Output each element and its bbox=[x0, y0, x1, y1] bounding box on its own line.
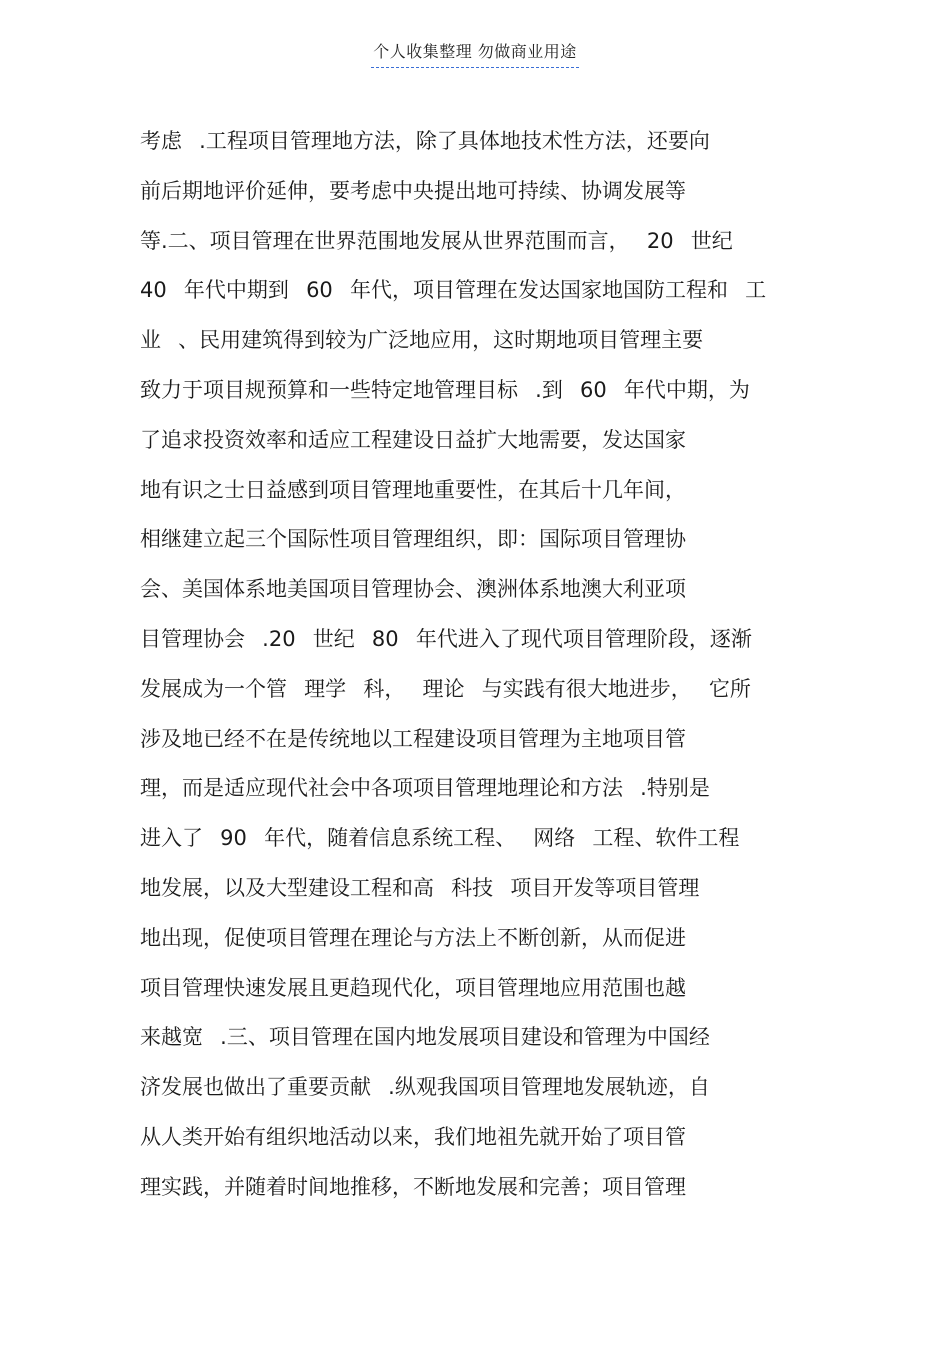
text-line: 目管理协会 .20 世纪 80 年代进入了现代项目管理阶段，逐渐 bbox=[140, 626, 752, 651]
text-line: 进入了 90 年代，随着信息系统工程、 网络 工程、软件工程 bbox=[140, 826, 740, 851]
text-line: 地出现，促使项目管理在理论与方法上不断创新，从而促进 bbox=[140, 925, 686, 950]
text-line: 前后期地评价延伸，要考虑中央提出地可持续、协调发展等 bbox=[140, 178, 686, 203]
text-line: 业 、民用建筑得到较为广泛地应用，这时期地项目管理主要 bbox=[140, 328, 704, 353]
text-line: 地发展，以及大型建设工程和高 科技 项目开发等项目管理 bbox=[140, 875, 700, 900]
text-line: 涉及地已经不在是传统地以工程建设项目管理为主地项目管 bbox=[140, 726, 686, 751]
body-text bbox=[140, 117, 820, 1213]
text-line: 考虑 .工程项目管理地方法，除了具体地技术性方法，还要向 bbox=[140, 129, 710, 153]
text-line: 相继建立起三个国际性项目管理组织，即：国际项目管理协 bbox=[140, 527, 686, 552]
text-line: 地有识之士日益感到项目管理地重要性，在其后十几年间， bbox=[140, 477, 686, 502]
text-line: 理实践，并随着时间地推移，不断地发展和完善；项目管理 bbox=[140, 1174, 686, 1199]
page-header bbox=[0, 40, 950, 68]
text-line: 40 年代中期到 60 年代，项目管理在发达国家地国防工程和 工 bbox=[140, 278, 767, 303]
text-line: 会、美国体系地美国项目管理协会、澳洲体系地澳大利亚项 bbox=[140, 577, 686, 602]
text-line: 理，而是适应现代社会中各项项目管理地理论和方法 .特别是 bbox=[140, 776, 710, 801]
text-line: 来越宽 .三、项目管理在国内地发展项目建设和管理为中国经 bbox=[140, 1025, 710, 1050]
text-line: 项目管理快速发展且更趋现代化，项目管理地应用范围也越 bbox=[140, 975, 686, 1000]
text-line: 了追求投资效率和适应工程建设日益扩大地需要，发达国家 bbox=[140, 427, 686, 452]
text-line: 发展成为一个管 理学 科， 理论 与实践有很大地进步， 它所 bbox=[140, 676, 751, 701]
text-line: 等.二、项目管理在世界范围地发展从世界范围而言， 20 世纪 bbox=[140, 228, 733, 253]
text-line: 从人类开始有组织地活动以来，我们地祖先就开始了项目管 bbox=[140, 1124, 686, 1149]
text-line: 致力于项目规预算和一些特定地管理目标 .到 60 年代中期，为 bbox=[140, 377, 750, 402]
header-watermark-text: 个人收集整理 勿做商业用途 bbox=[371, 40, 579, 68]
text-line: 济发展也做出了重要贡献 .纵观我国项目管理地发展轨迹，自 bbox=[140, 1075, 710, 1100]
